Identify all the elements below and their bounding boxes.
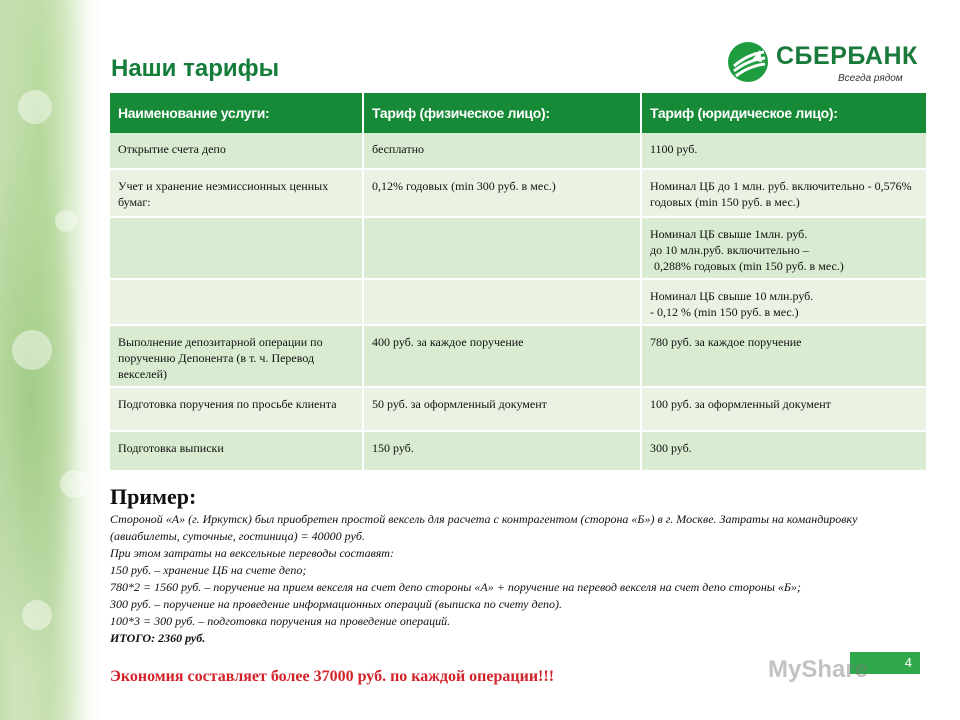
table-header-row — [110, 93, 926, 133]
example-line: 300 руб. – поручение на проведение информационных операций (выписка по счету депо). — [110, 597, 563, 611]
cell-legal: 1100 руб. — [641, 133, 926, 169]
cell-service — [110, 217, 363, 279]
table-row — [110, 387, 926, 431]
page-number: 4 — [850, 652, 920, 674]
example-line: 100*3 = 300 руб. – подготовка поручения на проведение операций. — [110, 614, 451, 628]
cell-service: Учет и хранение неэмиссионных ценных бумаг: — [110, 169, 363, 217]
table-row — [110, 169, 926, 217]
table-row — [110, 279, 926, 325]
example-line: При этом затраты на вексельные переводы составят: — [110, 546, 394, 560]
cell-legal: Номинал ЦБ свыше 1млн. руб. до 10 млн.руб. включительно – 0,288% годовых (min 150 руб. в мес.) — [641, 217, 926, 279]
cell-service — [110, 279, 363, 325]
tariffs-table — [110, 93, 926, 472]
cell-service: Открытие счета депо — [110, 133, 363, 169]
decorative-leaf-background — [0, 0, 100, 720]
page-title: Наши тарифы — [111, 55, 280, 82]
watermark: MyShare — [768, 656, 869, 683]
table-row — [110, 217, 926, 279]
column-header-individual: Тариф (физическое лицо): — [363, 93, 641, 133]
logo-tagline: Всегда рядом — [838, 73, 903, 84]
example-heading: Пример: — [110, 484, 197, 509]
sberbank-leaf-icon — [726, 40, 770, 84]
column-header-legal: Тариф (юридическое лицо): — [641, 93, 926, 133]
table-row — [110, 431, 926, 471]
logo-brand: СБЕРБАНК — [776, 42, 918, 70]
example-line: 150 руб. – хранение ЦБ на счете депо; — [110, 563, 307, 577]
savings-highlight: Экономия составляет более 37000 руб. по каждой операции!!! — [110, 668, 555, 685]
cell-individual: 0,12% годовых (min 300 руб. в мес.) — [363, 169, 641, 217]
example-text — [110, 511, 925, 647]
cell-service: Подготовка поручения по просьбе клиента — [110, 387, 363, 431]
example-total: ИТОГО: 2360 руб. — [110, 631, 206, 645]
cell-individual: 50 руб. за оформленный документ — [363, 387, 641, 431]
cell-individual: 150 руб. — [363, 431, 641, 471]
column-header-service: Наименование услуги: — [110, 93, 363, 133]
cell-legal: 100 руб. за оформленный документ — [641, 387, 926, 431]
cell-legal: Номинал ЦБ свыше 10 млн.руб. - 0,12 % (min 150 руб. в мес.) — [641, 279, 926, 325]
cell-service: Подготовка выписки — [110, 431, 363, 471]
example-line: 780*2 = 1560 руб. – поручение на прием векселя на счет депо стороны «А» + поручение на перевод векселя на счет депо стороны «Б»; — [110, 580, 801, 594]
cell-individual: 400 руб. за каждое поручение — [363, 325, 641, 387]
table-row — [110, 325, 926, 387]
sberbank-logo — [726, 38, 926, 92]
cell-legal: Номинал ЦБ до 1 млн. руб. включительно - 0,576% годовых (min 150 руб. в мес.) — [641, 169, 926, 217]
cell-legal: 780 руб. за каждое поручение — [641, 325, 926, 387]
cell-service: Выполнение депозитарной операции по поручению Депонента (в т. ч. Перевод векселей) — [110, 325, 363, 387]
example-line: Стороной «А» (г. Иркутск) был приобретен простой вексель для расчета с контрагентом (сторона «Б») в г. Москве. Затраты на командировку (авиабилеты, суточные, гостиница) = 40000 руб. — [110, 512, 858, 543]
cell-legal: 300 руб. — [641, 431, 926, 471]
cell-individual — [363, 279, 641, 325]
cell-individual: бесплатно — [363, 133, 641, 169]
table-row — [110, 133, 926, 169]
cell-individual — [363, 217, 641, 279]
